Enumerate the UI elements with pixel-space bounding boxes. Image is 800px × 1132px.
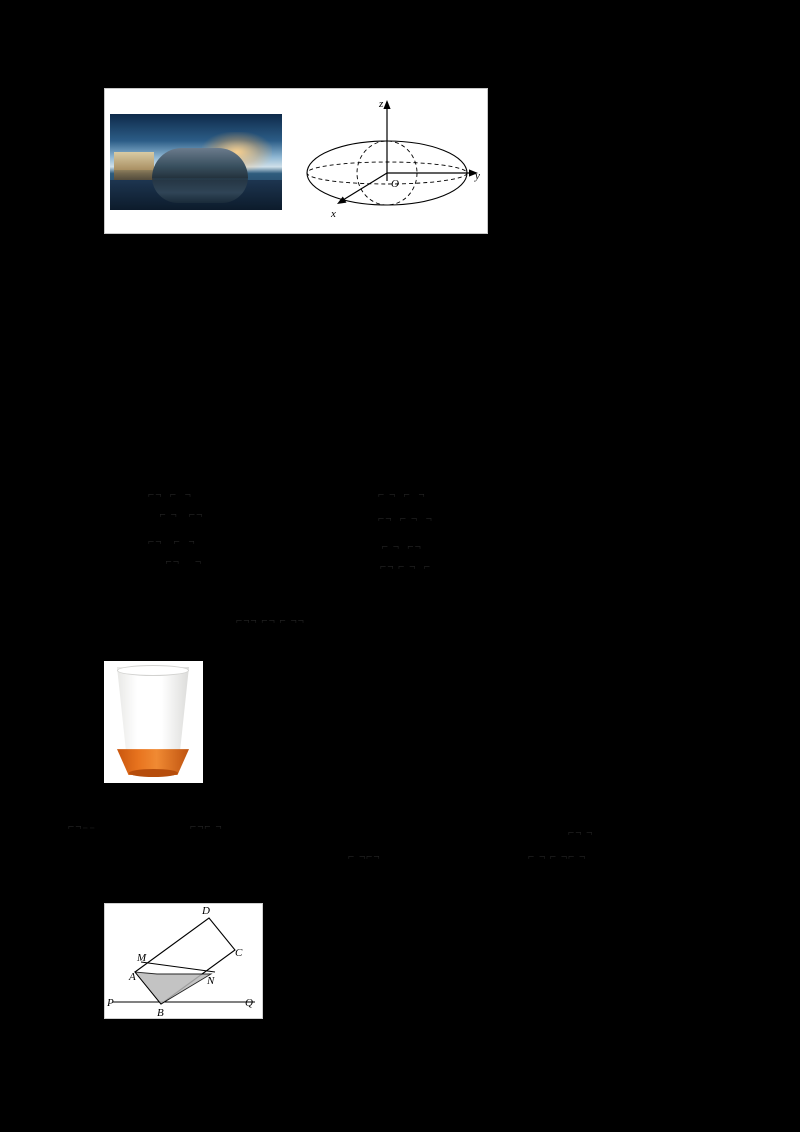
text-fragment-right-3: ⌐ ¬ ⌐¬ <box>378 541 426 553</box>
label-P: P <box>107 997 114 1009</box>
text-fragment-left-4: ⌐¬ ¬ <box>158 556 203 568</box>
label-A: A <box>129 971 136 983</box>
axis-label-y: y <box>475 170 480 182</box>
text-fragment-line-mid: ⌐ ¬⌐¬ <box>348 851 381 863</box>
axis-label-z: z <box>379 98 384 110</box>
dome-reflection <box>152 177 248 203</box>
label-N: N <box>207 975 215 987</box>
label-Q: Q <box>245 997 253 1009</box>
axis-label-x: x <box>331 208 336 220</box>
dome-structure <box>152 148 248 178</box>
text-fragment-right-2: ⌐¬ ⌐ ¬ ¬ <box>378 513 433 525</box>
text-fragment-line-right-b: ⌐ ¬ ⌐ ¬⌐ ¬ <box>528 851 587 863</box>
text-fragment-right-1: ⌐ ¬ ⌐ ¬ <box>378 489 426 501</box>
figure-paper-cup <box>104 661 203 783</box>
text-fragment-caption: ⌐¬¬ ⌐¬ ⌐ ¬¬ <box>236 615 305 627</box>
figure-rectangle-on-line <box>104 903 263 1019</box>
cup-bottom <box>129 769 178 777</box>
text-fragment-right-4: ⌐¬ ⌐ ¬ ⌐ <box>380 561 432 573</box>
nCPA-photo <box>110 114 282 210</box>
cup-rim <box>117 665 189 676</box>
background-building <box>114 152 154 170</box>
label-M: M <box>137 952 147 964</box>
text-fragment-line-right-a: ⌐¬ ¬ <box>568 827 594 839</box>
label-C: C <box>235 947 243 959</box>
text-fragment-left-2: ⌐ ¬ ⌐¬ <box>152 509 204 521</box>
text-fragment-left-1: ⌐¬ ⌐ ¬ <box>148 489 192 501</box>
text-fragment-line-left-b: ⌐¬⌐ ¬ <box>190 821 223 833</box>
axis-label-origin: O <box>391 178 399 190</box>
figure-ellipsoid <box>104 88 488 234</box>
text-fragment-left-3: ⌐¬ ⌐ ¬ <box>148 536 196 548</box>
coordinate-axes-diagram <box>295 95 485 227</box>
label-D: D <box>202 905 210 917</box>
text-fragment-line-left-a: ⌐¬₋₋ <box>68 821 97 833</box>
label-B: B <box>157 1007 164 1018</box>
